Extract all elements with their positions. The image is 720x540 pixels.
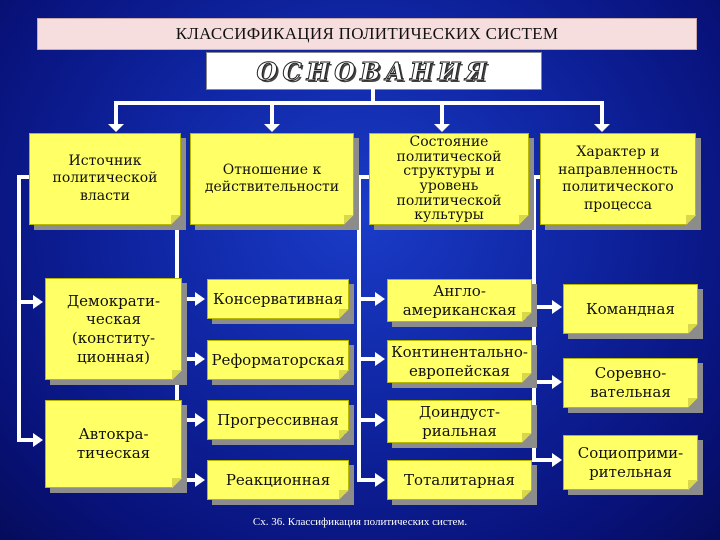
type-reformist: [207, 340, 349, 380]
type-label: Реакционная: [225, 470, 331, 489]
header-card-source-of-power: [29, 133, 181, 225]
tree-2-arrow-b: [195, 352, 205, 366]
type-label: Соревно-вательная: [590, 364, 671, 401]
header-label: Отношение к действительности: [204, 161, 340, 195]
tree-4-branch-c: [532, 458, 554, 462]
type-label: Прогрессивная: [217, 410, 339, 429]
tree-3-branch-b: [357, 357, 377, 361]
tree-4-arrow-b: [552, 375, 562, 389]
bracket-stem: [371, 88, 375, 102]
tree-4-arrow-a: [552, 300, 562, 314]
drop-1: [114, 101, 118, 126]
tree-4-branch-a: [532, 305, 554, 309]
tree-3-arrow-d: [375, 473, 385, 487]
type-totalitarian: [387, 460, 532, 500]
type-label: Доиндуст-риальная: [418, 402, 501, 440]
tree-3-arrow-b: [375, 352, 385, 366]
tree-2-arrow-c: [195, 413, 205, 427]
header-card-attitude-to-reality: [190, 133, 354, 225]
type-label: Тоталитарная: [403, 470, 516, 489]
header-label: Характер и направленность политического процесса: [558, 144, 678, 213]
type-label: Континентально-европейская: [391, 342, 528, 380]
tree-4-branch-b: [532, 380, 554, 384]
arrow-1: [108, 124, 124, 132]
tree-3-trunk: [357, 175, 361, 480]
drop-4: [600, 101, 604, 126]
tree-3-branch-d: [357, 478, 377, 482]
type-anglo-american: [387, 279, 532, 322]
arrow-3: [434, 124, 450, 132]
type-preindustrial: [387, 400, 532, 443]
tree-2-arrow-d: [195, 473, 205, 487]
type-label: Реформаторская: [211, 350, 345, 369]
drop-3: [440, 101, 444, 126]
type-label: Консервативная: [212, 289, 344, 308]
tree-3-branch-a: [357, 297, 377, 301]
type-democratic: [45, 278, 182, 380]
type-autocratic: [45, 400, 182, 488]
header-label: Состояние политической структуры и уровень политической культуры: [396, 133, 502, 224]
type-conciliatory: [563, 435, 698, 490]
tree-3-branch-c: [357, 418, 377, 422]
tree-4-trunk: [532, 175, 536, 460]
header-card-structure-and-culture: [369, 133, 529, 225]
type-label: Демократи-ческая (конститу-ционная): [66, 291, 161, 366]
caption: Сх. 36. Классификация политических систем.: [252, 516, 468, 528]
tree-1-branch-a: [17, 300, 35, 304]
basis-label: ОСНОВАНИЯ: [256, 56, 492, 86]
type-reactionary: [207, 460, 349, 500]
type-progressive: [207, 400, 349, 440]
type-competitive: [563, 358, 698, 408]
type-continental-european: [387, 340, 532, 383]
tree-3-arrow-c: [375, 413, 385, 427]
header-label: Источник политической власти: [52, 152, 158, 204]
type-label: Автокра-тическая: [76, 425, 151, 462]
bracket-horizontal: [114, 101, 604, 105]
diagram-title: КЛАССИФИКАЦИЯ ПОЛИТИЧЕСКИХ СИСТЕМ: [175, 24, 559, 43]
type-conservative: [207, 279, 349, 319]
type-label: Социоприми-рительная: [577, 443, 684, 481]
arrow-4: [594, 124, 610, 132]
type-label: Англо-американская: [402, 281, 517, 319]
tree-3-top: [357, 175, 369, 179]
tree-1-arrow-b: [33, 433, 43, 447]
tree-1-top: [17, 175, 29, 179]
tree-4-arrow-c: [552, 453, 562, 467]
tree-1-arrow-a: [33, 295, 43, 309]
tree-2-arrow-a: [195, 292, 205, 306]
tree-3-arrow-a: [375, 292, 385, 306]
header-card-political-process: [540, 133, 696, 225]
type-label: Командная: [586, 299, 675, 318]
type-command: [563, 284, 698, 334]
tree-1-trunk: [17, 175, 21, 440]
arrow-2: [264, 124, 280, 132]
drop-2: [270, 101, 274, 126]
tree-1-branch-b: [17, 438, 35, 442]
